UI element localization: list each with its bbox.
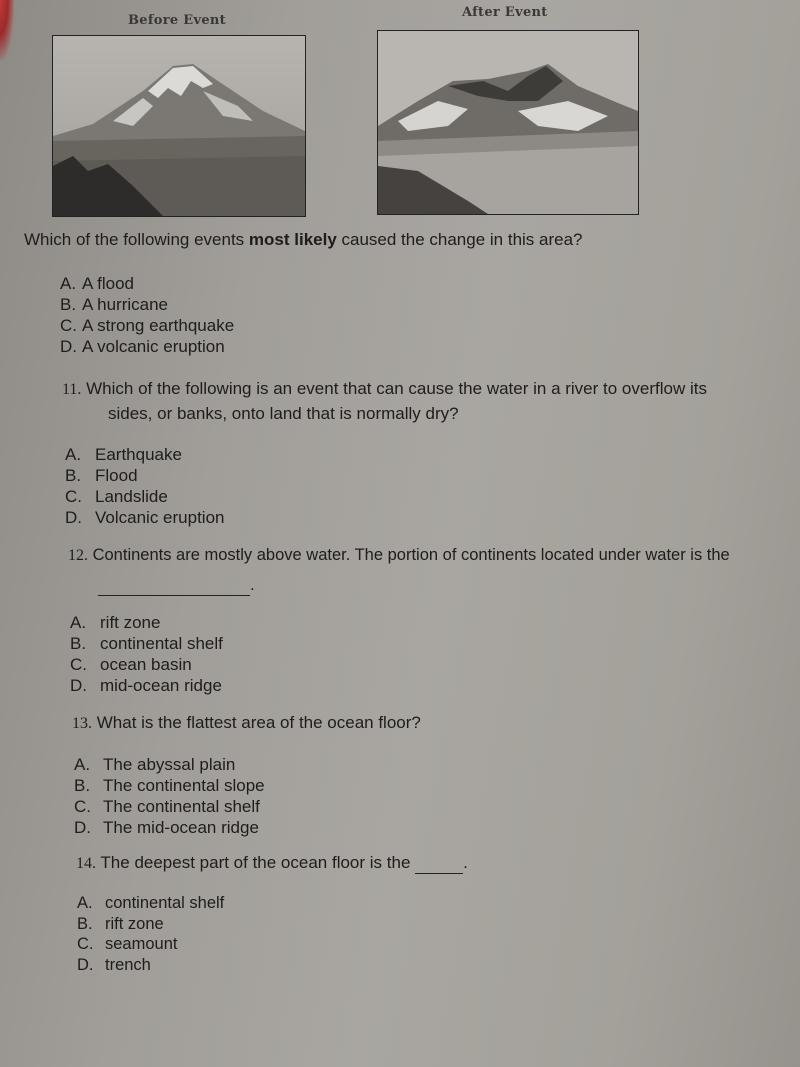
q11-option-b[interactable]: B. Flood xyxy=(65,466,138,485)
question-13-stem xyxy=(72,712,421,734)
q13-option-a[interactable]: A. The abyssal plain xyxy=(74,755,236,774)
page-edge-shadow xyxy=(0,0,14,60)
q10-option-c[interactable]: C. A strong earthquake xyxy=(60,316,235,335)
q10-stem-text-end: caused the change in this area? xyxy=(336,230,583,249)
q11-number: 11. xyxy=(62,381,82,398)
q12-line1: Continents are mostly above water. The portion of continents located under water is the xyxy=(92,546,730,564)
q12-option-b[interactable]: B. continental shelf xyxy=(70,634,223,653)
q10-option-b[interactable]: B. A hurricane xyxy=(60,295,168,314)
q10-option-a[interactable]: A. A flood xyxy=(60,274,134,293)
question-11-stem-line2: sides, or banks, onto land that is normally dry? xyxy=(108,404,459,423)
q10-option-d[interactable]: D. A volcanic eruption xyxy=(60,337,225,356)
q10-stem-text: Which of the following events xyxy=(24,230,249,249)
q13-number: 13. xyxy=(72,715,92,732)
question-13-options xyxy=(74,754,265,838)
q14-answer-blank xyxy=(415,852,463,874)
q11-option-d[interactable]: D. Volcanic eruption xyxy=(65,508,225,527)
q11-option-c[interactable]: C. Landslide xyxy=(65,487,168,506)
question-14-stem: 14. The deepest part of the ocean floor is the . xyxy=(76,853,468,872)
q10-stem-emphasis: most likely xyxy=(248,230,337,249)
q12-option-d[interactable]: D. mid-ocean ridge xyxy=(70,676,222,695)
question-11-stem xyxy=(62,378,707,400)
question-11-options xyxy=(65,444,224,528)
q12-answer-blank xyxy=(98,574,250,596)
before-event-label: Before Event xyxy=(128,13,226,28)
q13-option-d[interactable]: D. The mid-ocean ridge xyxy=(74,818,259,837)
q13-line1: What is the flattest area of the ocean floor? xyxy=(96,713,421,732)
q12-option-c[interactable]: C. ocean basin xyxy=(70,655,192,674)
q12-option-a[interactable]: A. rift zone xyxy=(70,613,161,632)
question-10-options xyxy=(60,273,234,357)
question-10-stem xyxy=(24,229,583,250)
question-12-options xyxy=(70,612,223,696)
q14-line1: The deepest part of the ocean floor is the xyxy=(100,853,411,872)
before-event-photo xyxy=(52,35,306,217)
after-event-label: After Event xyxy=(462,5,548,20)
q11-option-a[interactable]: A. Earthquake xyxy=(65,445,182,464)
q14-number: 14. xyxy=(76,855,96,872)
q14-option-d[interactable]: D. trench xyxy=(77,955,151,974)
question-12-stem xyxy=(68,545,730,566)
q13-option-c[interactable]: C. The continental shelf xyxy=(74,797,260,816)
after-event-photo xyxy=(377,30,639,215)
question-14-options xyxy=(77,893,224,975)
question-12-blank-line: . xyxy=(98,574,255,596)
q11-line1: Which of the following is an event that can cause the water in a river to overflow its xyxy=(86,379,707,398)
q13-option-b[interactable]: B. The continental slope xyxy=(74,776,265,795)
q14-option-c[interactable]: C. seamount xyxy=(77,935,178,953)
q12-number: 12. xyxy=(68,547,88,564)
q14-option-b[interactable]: B. rift zone xyxy=(77,914,164,933)
q14-option-a[interactable]: A. continental shelf xyxy=(77,894,225,912)
